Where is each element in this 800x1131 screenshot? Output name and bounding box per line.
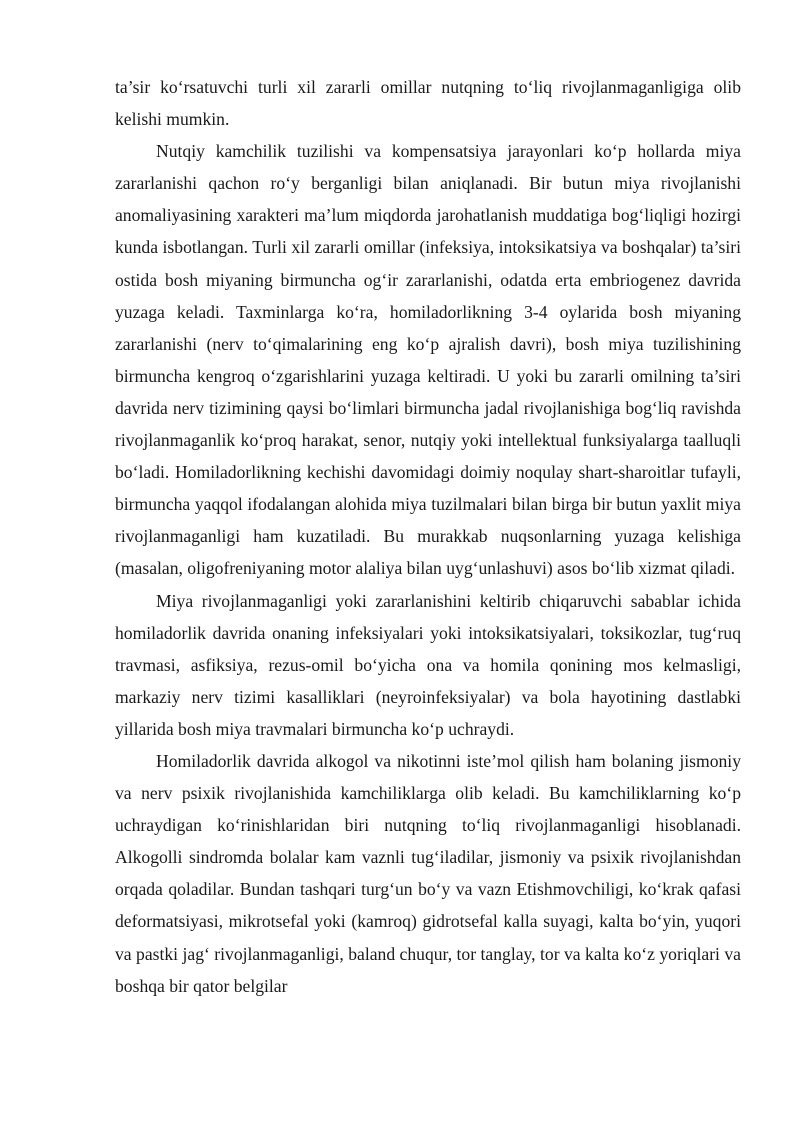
- paragraph-causes: Miya rivojlanmaganligi yoki zararlanishini keltirib chiqaruvchi sabablar ichida homiladorlik davrida onaning infeksiyalari yoki intoksikatsiyalari, toksikozlar, tug‘ruq travmasi, asfiksiya, rezus-omil bo‘yicha ona va homila qonining mos kelmasligi, markaziy nerv tizimi kasalliklari (neyroinfeksiyalar) va bola hayotining dastlabki yillarida bosh miya travmalari birmuncha ko‘p uchraydi.: [115, 590, 741, 739]
- document-page: [115, 71, 741, 1002]
- paragraph-alcohol-nicotine: Homiladorlik davrida alkogol va nikotinni iste’mol qilish ham bolaning jismoniy va nerv psixik rivojlanishida kamchiliklarga olib keladi. Bu kamchiliklarning ko‘p uchraydigan ko‘rinishlaridan biri nutqning to‘liq rivojlanmaganligi hisoblanadi. Alkogolli sindromda bolalar kam vaznli tug‘iladilar, jismoniy va psixik rivojlanishdan orqada qoladilar. Bundan tashqari turg‘un bo‘y va vazn Etishmovchiligi, ko‘krak qafasi deformatsiyasi, mikrotsefal yoki (kamroq) gidrotsefal kalla suyagi, kalta bo‘yin, yuqori va pastki jag‘ rivojlanmaganligi, baland chuqur, tor tanglay, tor va kalta ko‘z yoriqlari va boshqa bir qator belgilar: [115, 750, 741, 996]
- paragraph-continuation: ta’sir ko‘rsatuvchi turli xil zararli omillar nutqning to‘liq rivojlanmaganligiga olib kelishi mumkin.: [115, 77, 741, 130]
- paragraph-speech-defect-structure: Nutqiy kamchilik tuzilishi va kompensatsiya jarayonlari ko‘p hollarda miya zararlanishi qachon ro‘y berganligi bilan aniqlanadi. Bir butun miya rivojlanishi anomaliyasining xarakteri ma’lum miqdorda jarohatlanish muddatiga bog‘liqligi hozirgi kunda isbotlangan. Turli xil zararli omillar (infeksiya, intoksikatsiya va boshqalar) ta’siri ostida bosh miyaning birmuncha og‘ir zararlanishi, odatda erta embriogenez davrida yuzaga keladi. Taxminlarga ko‘ra, homiladorlikning 3-4 oylarida bosh miyaning zararlanishi (nerv to‘qimalarining eng ko‘p ajralish davri), bosh miya tuzilishining birmuncha kengroq o‘zgarishlarini yuzaga keltiradi. U yoki bu zararli omilning ta’siri davrida nerv tizimining qaysi bo‘limlari birmuncha jadal rivojlanishiga bog‘liq ravishda rivojlanmaganlik ko‘proq harakat, senor, nutqiy yoki intellektual funksiyalarga taalluqli bo‘ladi. Homiladorlikning kechishi davomidagi doimiy noqulay shart-sharoitlar tufayli, birmuncha yaqqol ifodalangan alohida miya tuzilmalari bilan birga bir butun yaxlit miya rivojlanmaganligi ham kuzatiladi. Bu murakkab nuqsonlarning yuzaga kelishiga (masalan, oligofreniyaning motor alaliya bilan uyg‘unlashuvi) asos bo‘lib xizmat qiladi.: [115, 141, 741, 579]
